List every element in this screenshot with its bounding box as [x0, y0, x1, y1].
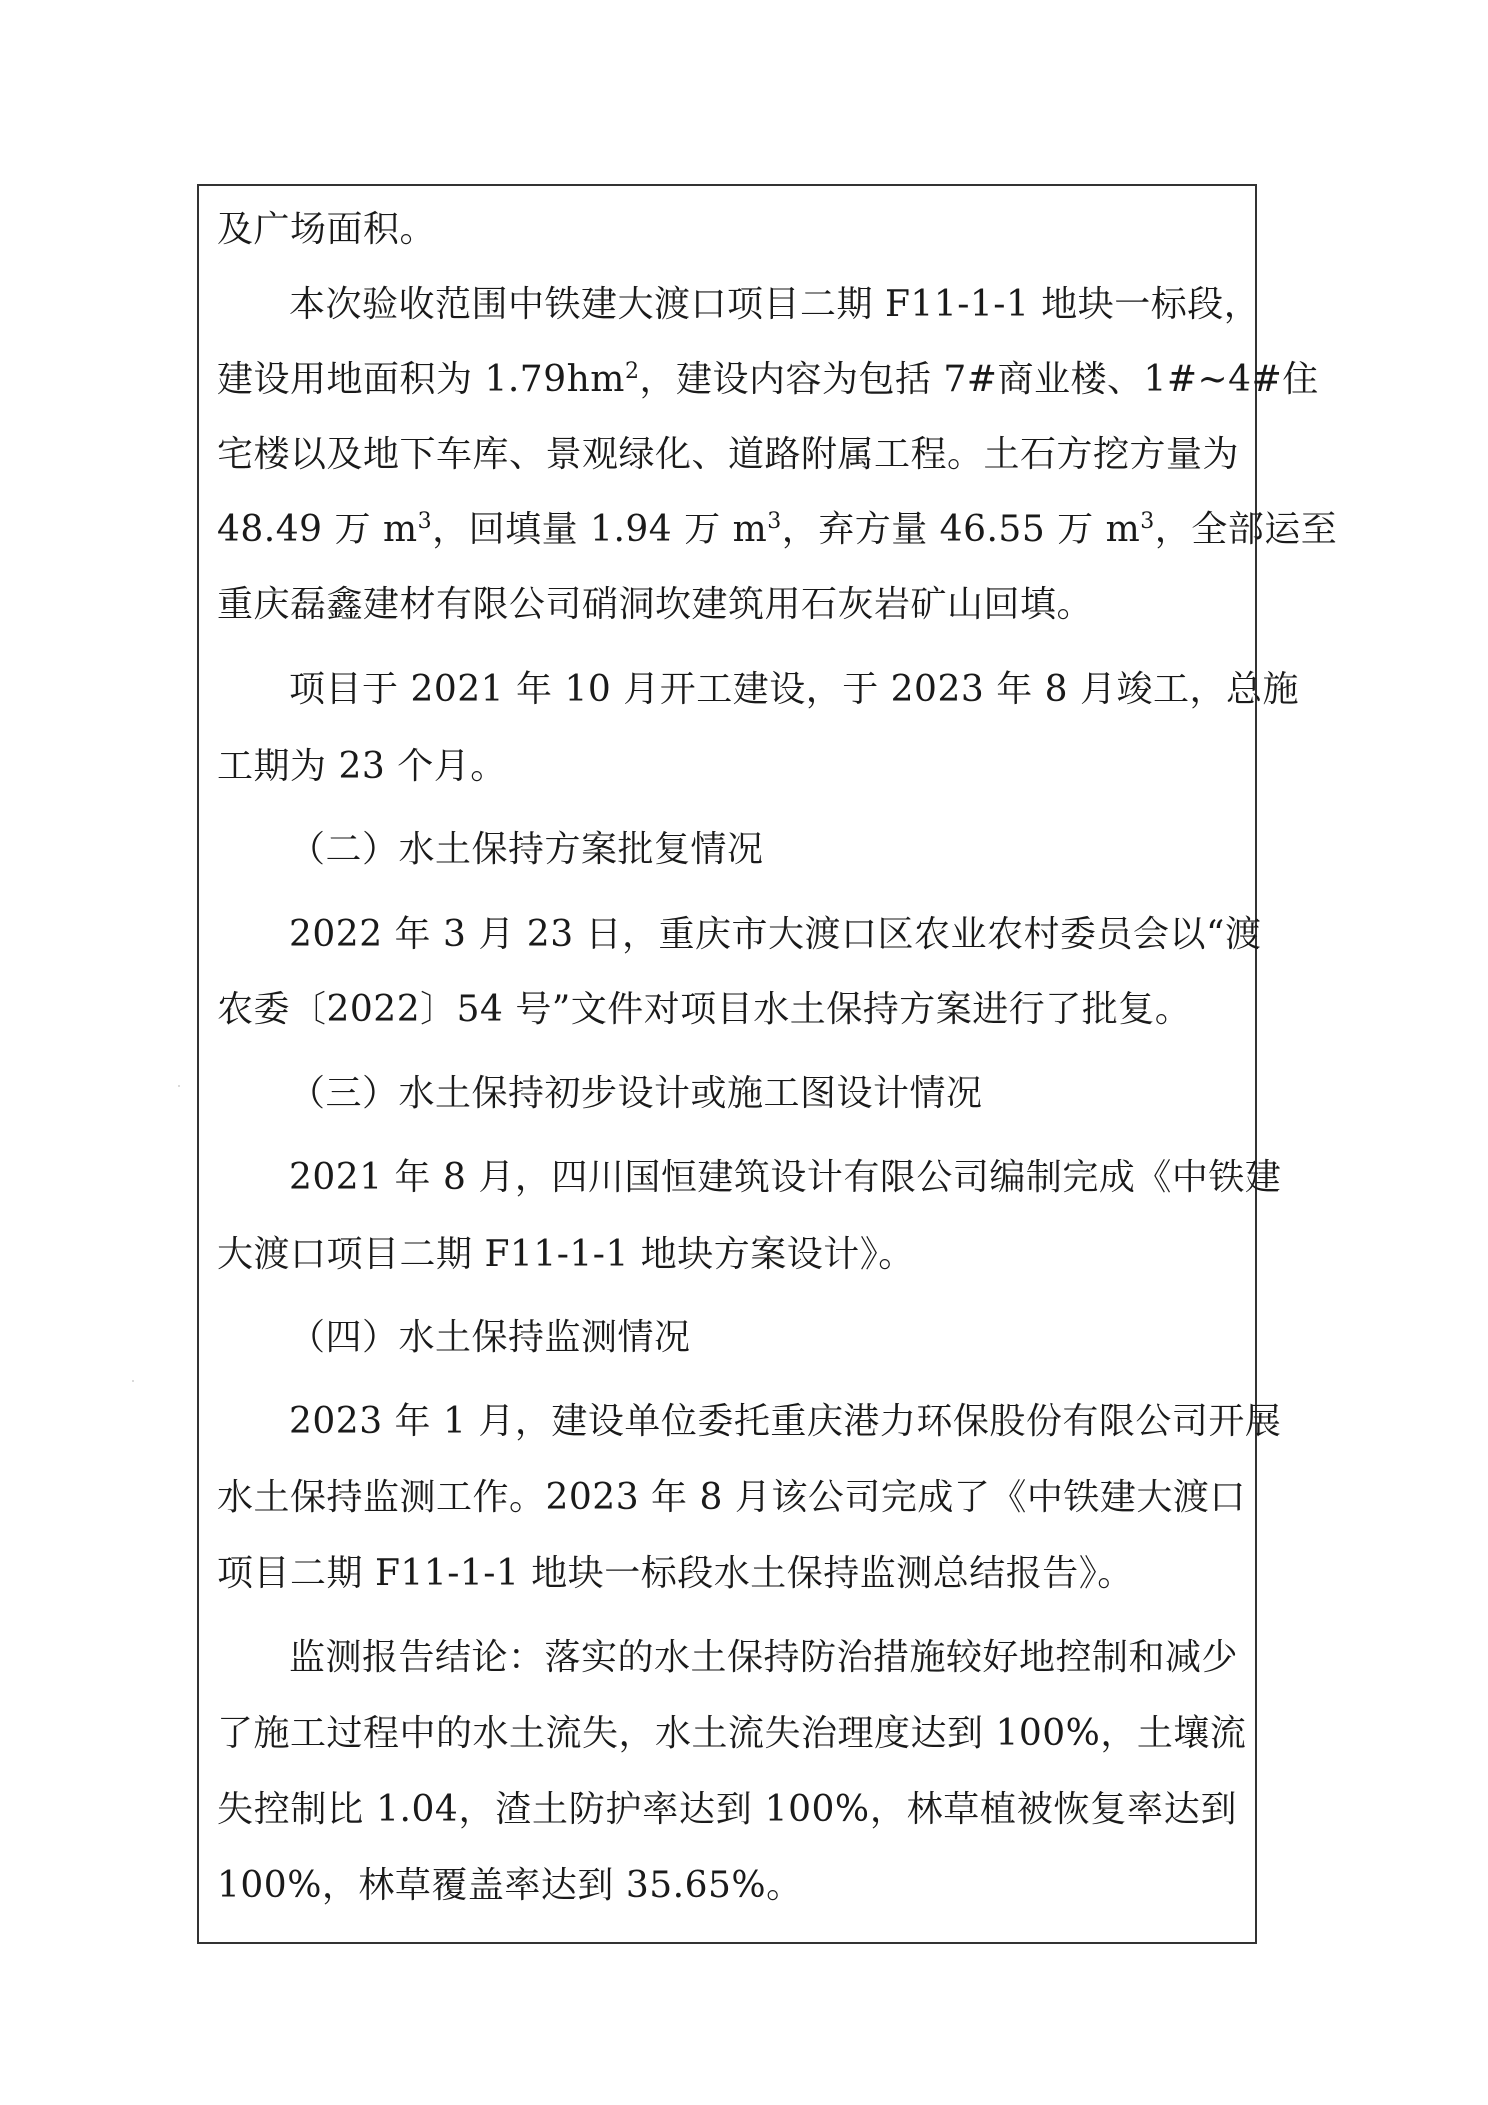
text-line: 监测报告结论：落实的水土保持防治措施较好地控制和减少 — [289, 1637, 1239, 1678]
text-line: 项目二期 F11-1-1 地块一标段水土保持监测总结报告》。 — [217, 1553, 1134, 1594]
text-line: 大渡口项目二期 F11-1-1 地块方案设计》。 — [217, 1234, 915, 1275]
text-line: 了施工过程中的水土流失，水土流失治理度达到 100%，土壤流 — [217, 1713, 1247, 1754]
text-line: 本次验收范围中铁建大渡口项目二期 F11-1-1 地块一标段， — [289, 284, 1261, 325]
text-line: 农委〔2022〕54 号”文件对项目水土保持方案进行了批复。 — [217, 989, 1192, 1030]
text-line: 2022 年 3 月 23 日，重庆市大渡口区农业农村委员会以“渡 — [289, 914, 1262, 955]
superscript: 2 — [624, 359, 640, 384]
text-line: 失控制比 1.04，渣土防护率达到 100%，林草植被恢复率达到 — [217, 1789, 1237, 1830]
scan-speck — [178, 1085, 180, 1087]
text-line: 项目于 2021 年 10 月开工建设，于 2023 年 8 月竣工，总施 — [289, 669, 1299, 710]
section-heading: （四）水土保持监测情况 — [289, 1317, 691, 1358]
text-line: 及广场面积。 — [217, 209, 437, 250]
text-line: 重庆磊鑫建材有限公司硝洞坎建筑用石灰岩矿山回填。 — [217, 584, 1094, 625]
text-line: 48.49 万 $m^3$，回填量 1.94 万 $m^3$，弃方量 46.55 万 $m^3$，全部运至 — [217, 509, 1338, 550]
text-line: 水土保持监测工作。2023 年 8 月该公司完成了《中铁建大渡口 — [217, 1477, 1246, 1518]
text-line: 宅楼以及地下车库、景观绿化、道路附属工程。土石方挖方量为 — [217, 434, 1240, 475]
text-line: 2023 年 1 月，建设单位委托重庆港力环保股份有限公司开展 — [289, 1401, 1282, 1442]
text-line: 2021 年 8 月，四川国恒建筑设计有限公司编制完成《中铁建 — [289, 1157, 1282, 1198]
text-line: 工期为 23 个月。 — [217, 746, 507, 787]
text-line: 建设用地面积为 $1.79hm^2$，建设内容为包括 7#商业楼、1#~4#住 — [217, 359, 1319, 400]
scan-speck — [132, 1380, 134, 1382]
superscript: 3 — [1140, 509, 1155, 534]
text-line: 100%，林草覆盖率达到 35.65%。 — [217, 1865, 803, 1906]
superscript: 3 — [767, 509, 782, 534]
section-heading: （三）水土保持初步设计或施工图设计情况 — [289, 1073, 983, 1114]
section-heading: （二）水土保持方案批复情况 — [289, 829, 764, 870]
superscript: 3 — [417, 509, 433, 534]
